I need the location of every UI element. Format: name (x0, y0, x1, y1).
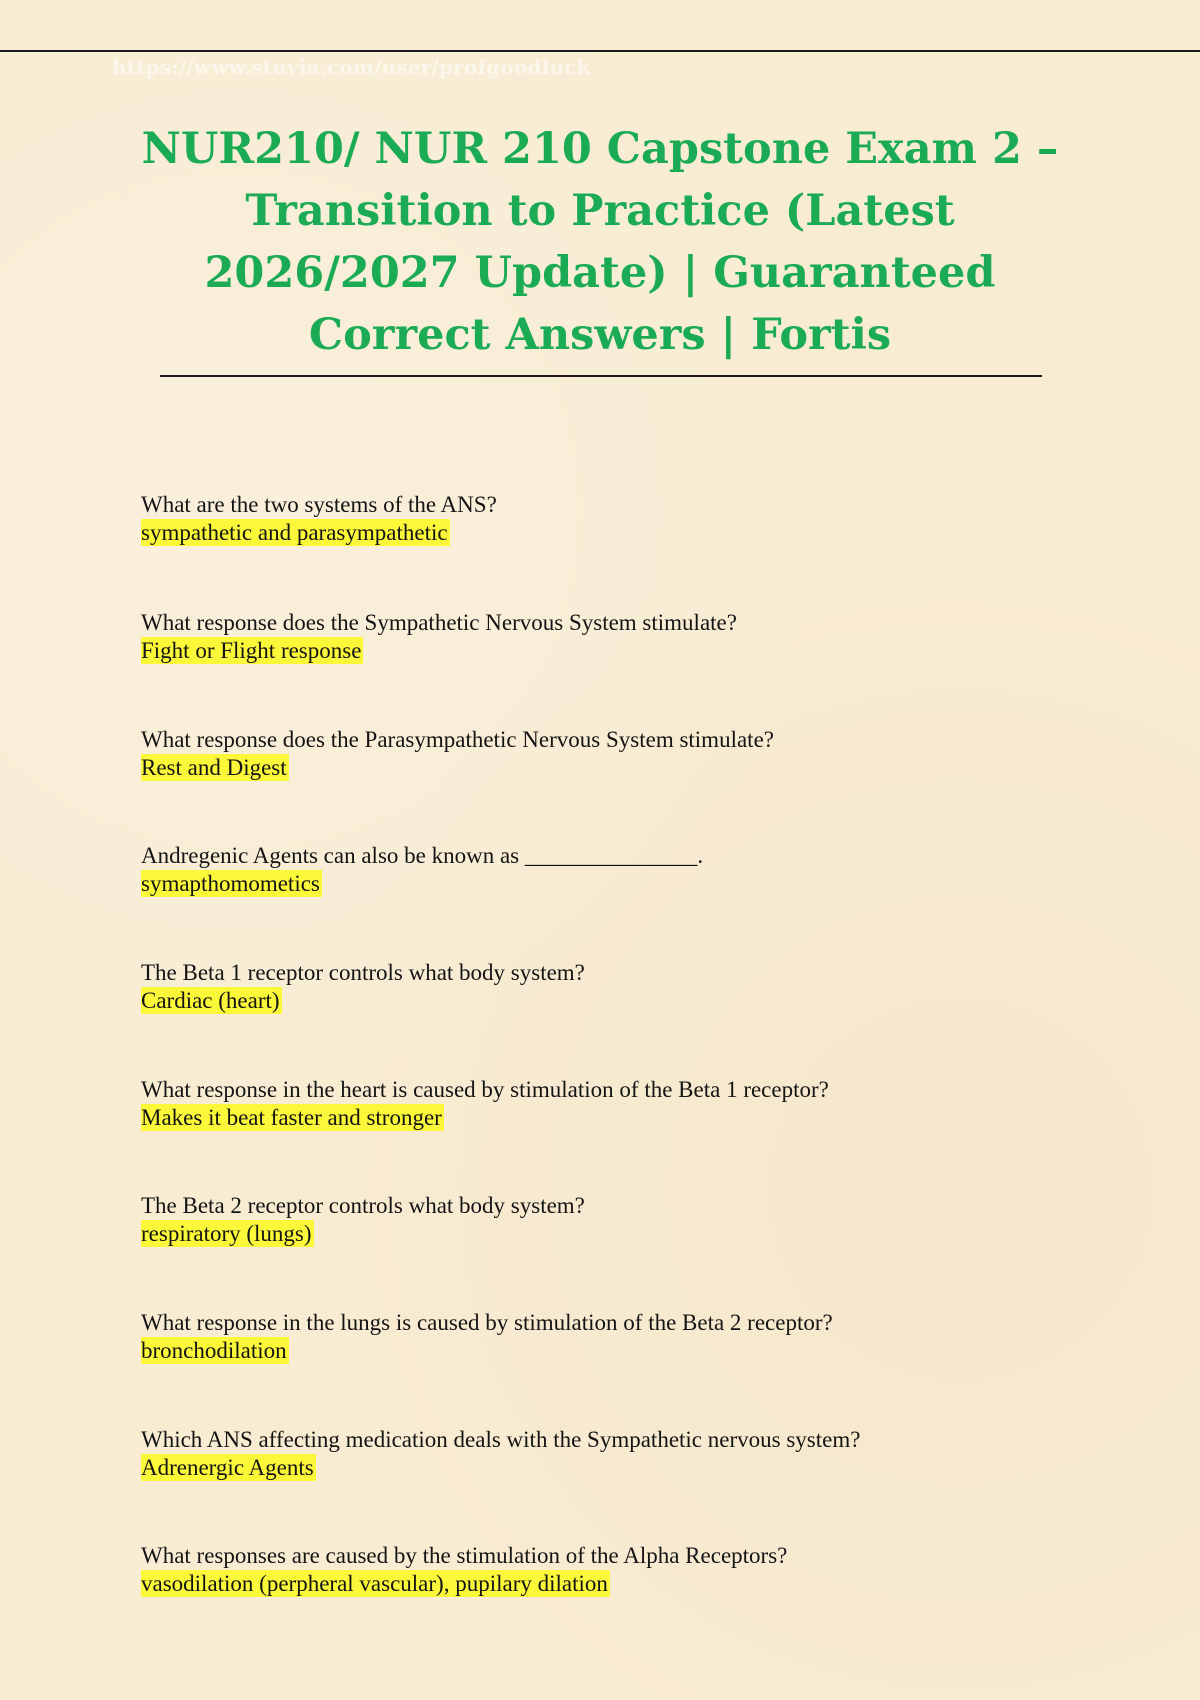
title-line: Transition to Practice (Latest (245, 186, 955, 236)
top-divider (0, 50, 1200, 52)
qa-item (141, 1308, 1101, 1364)
qa-item (141, 608, 1101, 664)
answer-highlight: respiratory (lungs) (141, 1221, 312, 1246)
document-title (130, 118, 1070, 366)
answer-highlight: vasodilation (perpheral vascular), pupilary dilation (141, 1571, 608, 1596)
title-divider (160, 375, 1042, 377)
answer-highlight: Cardiac (heart) (141, 988, 280, 1013)
question-text: Which ANS affecting medication deals with the Sympathetic nervous system? (141, 1427, 861, 1452)
answer-highlight: sympathetic and parasympathetic (141, 520, 448, 545)
answer-highlight: symapthomometics (141, 871, 320, 896)
qa-item (141, 1191, 1101, 1247)
title-line: Correct Answers | Fortis (308, 310, 892, 360)
answer-highlight: Fight or Flight response (141, 638, 362, 663)
question-text: What response does the Parasympathetic Nervous System stimulate? (141, 727, 774, 752)
qa-item (141, 1075, 1101, 1131)
title-line: NUR210/ NUR 210 Capstone Exam 2 – (141, 124, 1059, 174)
question-text: The Beta 2 receptor controls what body system? (141, 1193, 585, 1218)
qa-item (141, 1425, 1101, 1481)
qa-item (141, 725, 1101, 781)
answer-highlight: Adrenergic Agents (141, 1455, 314, 1480)
answer-highlight: Rest and Digest (141, 755, 287, 780)
question-text: Andregenic Agents can also be known as _______________. (141, 843, 704, 868)
qa-item (141, 490, 1101, 546)
question-text: What are the two systems of the ANS? (141, 492, 497, 517)
question-text: The Beta 1 receptor controls what body system? (141, 960, 585, 985)
question-text: What response does the Sympathetic Nervous System stimulate? (141, 610, 737, 635)
watermark-url: https://www.stuvia.com/user/profgoodluck (112, 55, 591, 79)
qa-item (141, 958, 1101, 1014)
answer-highlight: Makes it beat faster and stronger (141, 1105, 442, 1130)
qa-item (141, 1541, 1101, 1597)
title-line: 2026/2027 Update) | Guaranteed (204, 248, 996, 298)
qa-item (141, 841, 1101, 897)
question-text: What responses are caused by the stimulation of the Alpha Receptors? (141, 1543, 788, 1568)
question-text: What response in the heart is caused by stimulation of the Beta 1 receptor? (141, 1077, 829, 1102)
answer-highlight: bronchodilation (141, 1338, 287, 1363)
question-text: What response in the lungs is caused by stimulation of the Beta 2 receptor? (141, 1310, 833, 1335)
